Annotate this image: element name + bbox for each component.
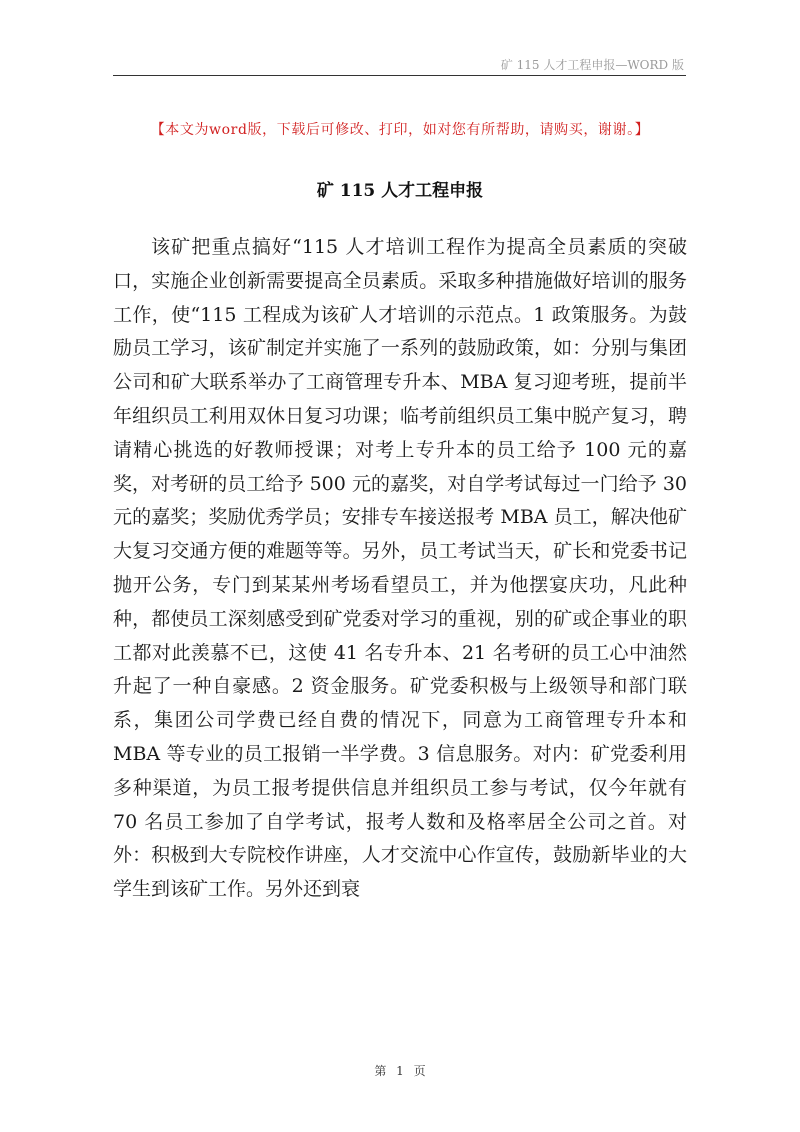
download-notice: 【本文为word版，下载后可修改、打印，如对您有所帮助，请购买，谢谢。】 — [150, 122, 650, 138]
document-title: 矿 115 人才工程申报 — [316, 181, 484, 201]
page-footer — [0, 1062, 800, 1079]
body-paragraph: 该矿把重点搞好“115 人才培训工程作为提高全员素质的突破口，实施企业创新需要提高全员素质。采取多种措施做好培训的服务工作，使“115 工程成为该矿人才培训的示范点。1 政策服务。为鼓励员工学习，该矿制定并实施了一系列的鼓励政策，如：分别与集团公司和矿大联系举办了工商管理专升本、MBA 复习迎考班，提前半年组织员工利用双休日复习功课；临考前组织员工集中脱产复习，聘请精心挑选的好教师授课；对考上专升本的员工给予 100 元的嘉奖，对考研的员工给予 500 元的嘉奖，对自学考试每过一门给予 30 元的嘉奖；奖励优秀学员；安排专车接送报考 MBA 员工，解决他矿大复习交通方便的难题等等。另外，员工考试当天，矿长和党委书记抛开公务，专门到某某州考场看望员工，并为他摆宴庆功，凡此种种，都使员工深刻感受到矿党委对学习的重视，别的矿或企事业的职工都对此羡慕不已，这使 41 名专升本、21 名考研的员工心中油然升起了一种自豪感。2 资金服务。矿党委积极与上级领导和部门联系，集团公司学费已经自费的情况下，同意为工商管理专升本和 MBA 等专业的员工报销一半学费。3 信息服务。对内：矿党委利用多种渠道，为员工报考提供信息并组织员工参与考试，仅今年就有 70 名员工参加了自学考试，报考人数和及格率居全公司之首。对外：积极到大专院校作讲座，人才交流中心作宣传，鼓励新毕业的大学生到该矿工作。另外还到衰 — [113, 236, 687, 901]
running-header: 矿 115 人才工程申报—WORD 版 — [500, 58, 684, 72]
page-number: 1 — [396, 1064, 404, 1078]
page-prefix: 第 — [374, 1064, 387, 1078]
page-suffix: 页 — [413, 1064, 426, 1078]
header-divider — [113, 75, 686, 76]
